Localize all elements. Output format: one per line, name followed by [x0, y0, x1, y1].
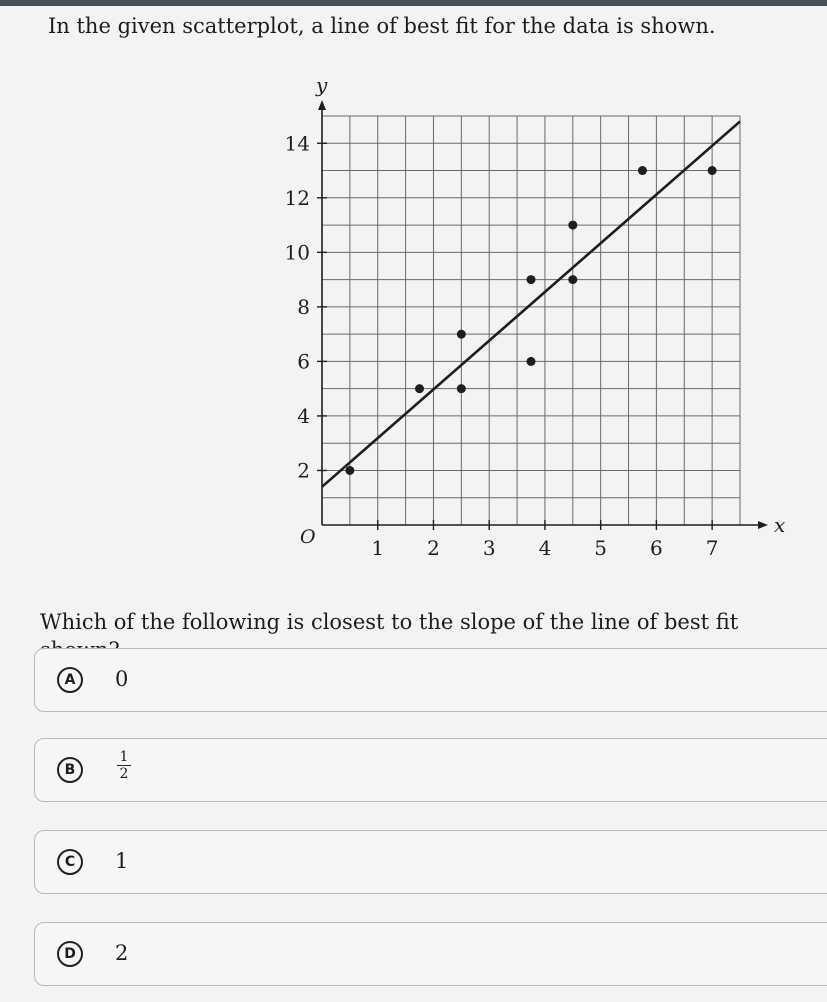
data-point	[708, 166, 717, 175]
y-tick-label: 10	[284, 240, 310, 265]
y-tick-label: 8	[297, 294, 310, 319]
choice-b[interactable]	[34, 738, 827, 802]
scatterplot-svg	[250, 70, 790, 570]
choice-b-denominator: 2	[119, 766, 129, 782]
y-axis-arrow	[318, 100, 326, 110]
x-axis-arrow	[758, 521, 768, 529]
x-tick-label: 7	[705, 536, 719, 560]
x-axis-label: x	[774, 513, 786, 537]
x-tick-label: 5	[594, 536, 608, 560]
x-tick-label: 2	[427, 536, 440, 560]
choice-a-letter: A	[57, 667, 83, 693]
choice-d[interactable]	[34, 922, 827, 986]
y-tick-label: 2	[297, 458, 310, 483]
choice-b-letter: B	[57, 757, 83, 783]
data-point	[638, 166, 647, 175]
choice-b-numerator: 1	[117, 749, 131, 766]
x-tick-label: 3	[482, 536, 496, 560]
y-tick-label: 6	[297, 349, 310, 374]
x-tick-label: 1	[371, 536, 385, 560]
choice-c-letter: C	[57, 849, 83, 875]
y-axis-label: y	[316, 73, 328, 97]
data-point	[415, 384, 424, 393]
origin-label: O	[300, 526, 316, 548]
data-point	[527, 275, 536, 284]
y-tick-label: 4	[297, 403, 310, 428]
data-point	[457, 384, 466, 393]
x-tick-label: 6	[650, 536, 663, 560]
data-point	[568, 275, 577, 284]
scatterplot	[250, 70, 790, 570]
y-tick-label: 14	[284, 131, 310, 156]
top-bar	[0, 0, 827, 6]
choice-a[interactable]	[34, 648, 827, 712]
choice-c-value: 1	[115, 849, 129, 873]
choice-d-value: 2	[115, 941, 129, 965]
question-text: In the given scatterplot, a line of best fit for the data is shown.	[48, 14, 716, 38]
data-point	[345, 466, 354, 475]
y-tick-label: 12	[284, 185, 310, 210]
choice-c[interactable]	[34, 830, 827, 894]
data-point	[527, 357, 536, 366]
question-prompt: Which of the following is closest to the slope of the line of best fit	[40, 610, 739, 634]
choice-d-letter: D	[57, 941, 83, 967]
choice-a-value: 0	[115, 667, 129, 691]
x-tick-label: 4	[538, 536, 552, 560]
data-point	[457, 330, 466, 339]
best-fit-line	[322, 121, 740, 486]
data-point	[568, 221, 577, 230]
choice-b-fraction	[117, 749, 131, 782]
